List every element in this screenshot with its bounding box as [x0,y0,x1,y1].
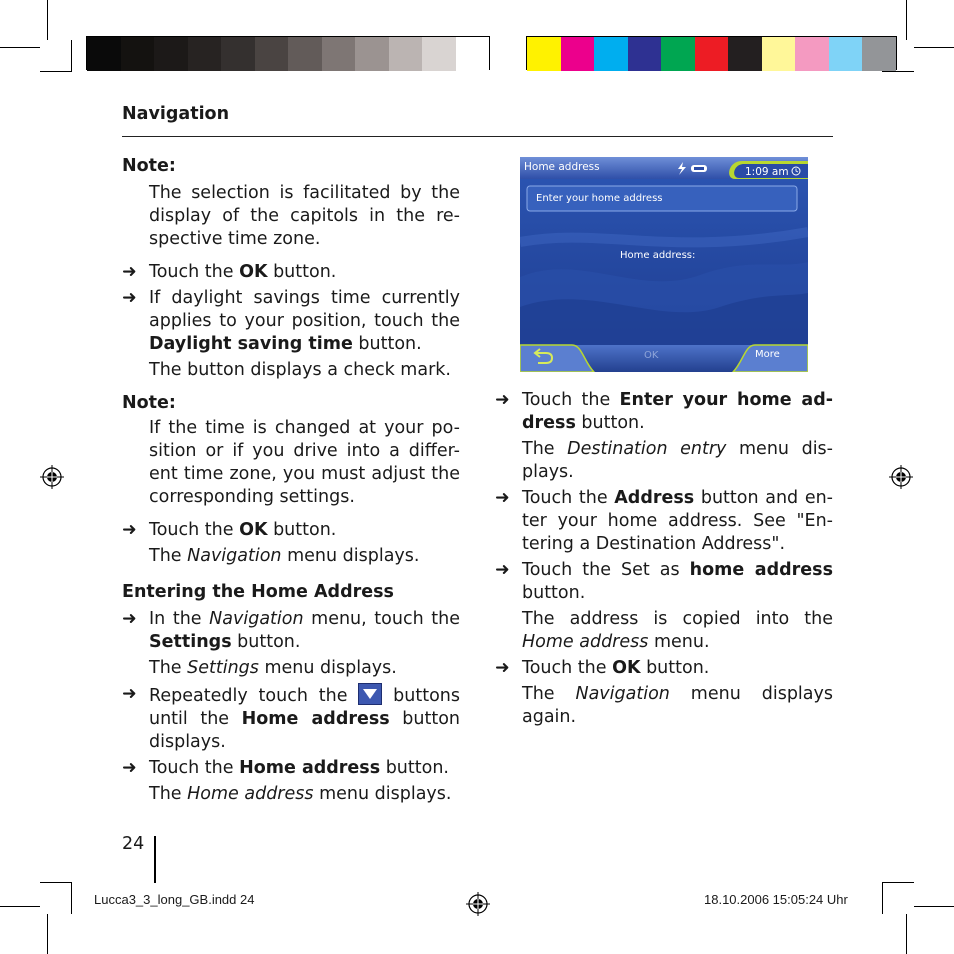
crop-mark [71,882,72,914]
arrow-icon: ➜ [495,658,510,678]
step-item: ➜ In the Navigation menu, touch the Settings button. [122,609,460,652]
note-text: The selection is facilitated by the display of the capitols in the re-spective time zone. [149,183,460,249]
crop-mark [71,40,72,72]
step-item: ➜ Touch the Enter your home ad-dress button. [495,390,833,433]
color-swatch [355,37,389,71]
color-swatch [389,37,423,71]
step-result: The Destination entry menu dis-plays. [522,439,833,482]
device-screenshot [520,157,808,372]
color-swatch [288,37,322,71]
step-result: The Settings menu displays. [149,658,397,678]
color-swatch [255,37,289,71]
step-item: ➜ If daylight savings time currently applies to your position, touch the Daylight saving time button. [122,288,460,354]
note-title: Note: [122,393,176,413]
step-item: ➜ Repeatedly touch the buttons until the Home address button displays. [122,684,460,752]
color-swatch [154,37,188,71]
arrow-icon: ➜ [122,758,137,778]
crop-mark [914,906,954,907]
header-rule [122,136,833,137]
crop-mark [882,882,914,883]
color-swatch [661,37,695,71]
arrow-icon: ➜ [495,560,510,580]
color-swatch [695,37,729,71]
step-item: ➜ Touch the OK button. [495,658,710,678]
screen-time: 1:09 am [745,166,789,178]
color-swatch [594,37,628,71]
step-item: ➜ Touch the OK button. [122,520,337,540]
crop-mark [906,0,907,40]
step-result: The Home address menu displays. [149,784,452,804]
screen-title: Home address [524,161,600,173]
color-swatch [456,37,490,71]
color-swatch [829,37,863,71]
color-swatch [762,37,796,71]
color-swatch [527,37,561,71]
arrow-icon: ➜ [122,288,137,308]
crop-mark [47,0,48,40]
color-swatch [322,37,356,71]
right-column [495,389,833,729]
crop-mark [882,882,883,914]
arrow-icon: ➜ [495,390,510,410]
arrow-icon: ➜ [122,262,137,282]
registration-mark-icon [466,892,490,916]
arrow-icon: ➜ [122,520,137,540]
color-swatch [221,37,255,71]
color-swatch [121,37,155,71]
registration-mark-icon [889,465,913,489]
color-swatch [422,37,456,71]
color-swatch [188,37,222,71]
crop-mark [914,47,954,48]
enter-home-address-button[interactable]: Enter your home address [536,193,663,204]
color-swatch [795,37,829,71]
file-slug: Lucca3_3_long_GB.indd 24 [94,892,255,907]
step-result: The button displays a check mark. [149,360,451,380]
step-result: The address is copied into the Home address menu. [522,609,833,652]
registration-mark-icon [40,465,64,489]
screen-background [520,157,808,372]
crop-mark [0,47,40,48]
step-result: The Navigation menu displays again. [522,684,833,727]
color-swatch [862,37,896,71]
step-result: The Navigation menu displays. [149,546,420,566]
crop-mark [0,906,40,907]
note-text: If the time is changed at your po-sition or if you drive into a differ-ent time zone, you must adjust the corresponding settings. [149,418,460,507]
step-item: ➜ Touch the Home address button. [122,758,449,778]
down-arrow-button-icon [358,683,382,705]
color-swatch [87,37,121,71]
arrow-icon: ➜ [122,684,137,704]
more-button[interactable]: More [755,349,780,360]
note-title: Note: [122,156,176,176]
arrow-icon: ➜ [122,609,137,629]
step-item: ➜ Touch the Address button and en-ter your home address. See "En-tering a Destination Address". [495,488,833,554]
left-column [122,155,460,806]
arrow-icon: ➜ [495,488,510,508]
battery-icon [691,165,707,172]
color-control-bar [86,36,868,70]
crop-mark [40,71,72,72]
grayscale-swatches [86,36,490,70]
color-swatch [628,37,662,71]
crop-mark [47,914,48,954]
section-heading: Entering the Home Address [122,582,394,602]
ok-button[interactable]: OK [644,350,659,361]
page-number-rule [154,836,156,883]
crop-mark [40,882,72,883]
color-swatch [728,37,762,71]
timestamp-slug: 18.10.2006 15:05:24 Uhr [704,892,848,907]
step-item: ➜ Touch the OK button. [122,262,337,282]
page-number: 24 [122,834,145,854]
crop-mark [906,914,907,954]
home-address-label: Home address: [620,250,696,261]
step-item: ➜ Touch the Set as home address button. [495,560,833,603]
crop-mark [882,71,914,72]
color-swatch [561,37,595,71]
section-title: Navigation [122,104,230,124]
color-swatches [526,36,897,70]
